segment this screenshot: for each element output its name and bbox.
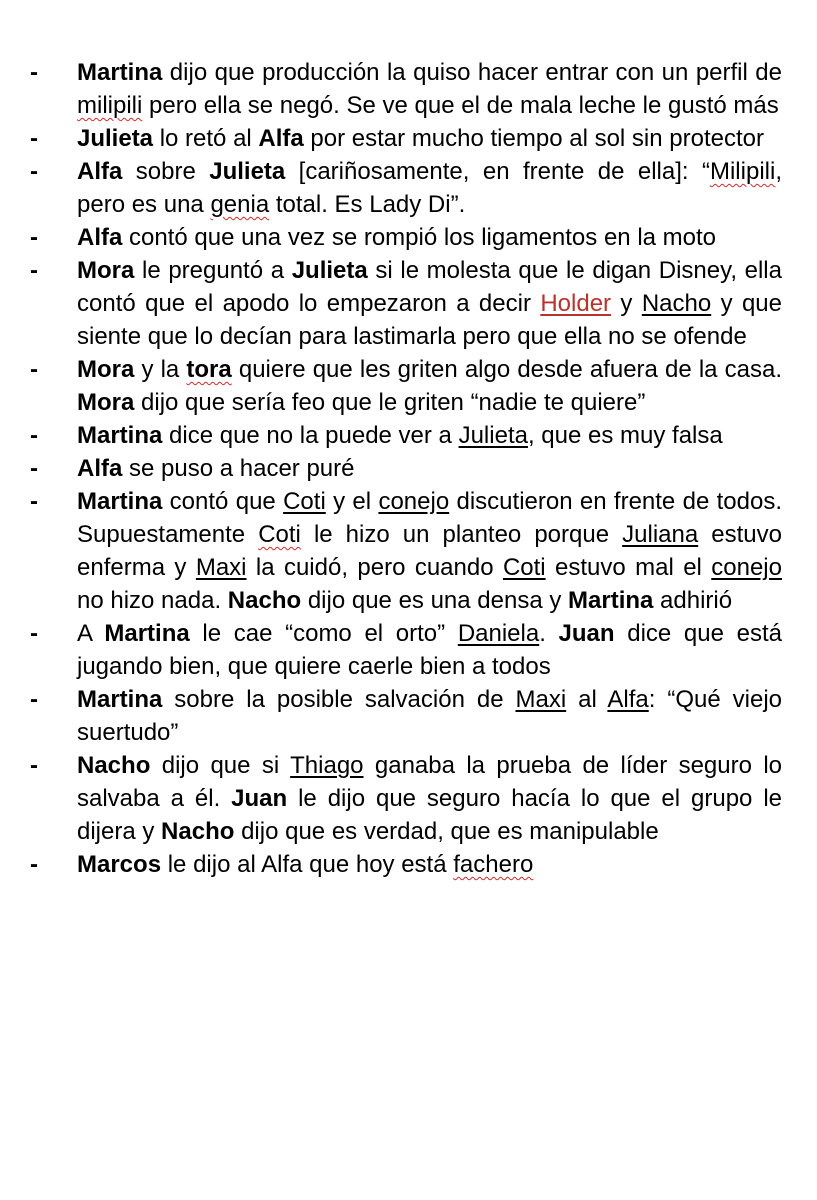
text-run: A: [77, 620, 105, 647]
list-item-text: [77, 155, 782, 221]
bold-name: Julieta: [209, 158, 286, 185]
bold-name: Mora: [77, 389, 135, 416]
marked-word: Maxi: [515, 686, 567, 713]
list-item: [0, 485, 817, 617]
list-item-text: [77, 56, 782, 122]
bullet-list: [0, 56, 817, 881]
text-run: al: [566, 686, 608, 713]
list-item: [0, 221, 817, 254]
text-run: ganaba la prueba de líder seguro lo salvaba a él.: [77, 752, 782, 812]
bullet-dash: -: [30, 59, 38, 86]
marked-word: genia: [210, 191, 270, 218]
text-run: pero ella se negó. Se ve que el de mala leche le gustó más: [142, 92, 779, 119]
text-run: dijo que es una densa y: [301, 587, 569, 614]
text-run: se puso a hacer puré: [122, 455, 355, 482]
list-item: [0, 683, 817, 749]
text-run: por estar mucho tiempo al sol sin protector: [303, 125, 764, 152]
text-run: , pero es una: [77, 158, 782, 218]
bullet-dash: -: [30, 257, 38, 284]
list-item: [0, 452, 817, 485]
text-run: adhirió: [653, 587, 733, 614]
list-item-text: [77, 452, 782, 485]
list-item: [0, 848, 817, 881]
text-run: dijo que sería feo que le griten “nadie te quiere”: [134, 389, 646, 416]
bold-name: Julieta: [291, 257, 368, 284]
bold-name: Alfa: [77, 455, 123, 482]
list-item-text: [77, 221, 782, 254]
bullet-dash: -: [30, 422, 38, 449]
marked-word: Julieta: [458, 422, 528, 449]
list-item-text: [77, 683, 782, 749]
bullet-dash: -: [30, 158, 38, 185]
list-item-text: [77, 485, 782, 617]
bold-name: Martina: [77, 686, 163, 713]
text-run: estuvo enferma y: [77, 521, 782, 581]
marked-word: Thiago: [290, 752, 364, 779]
list-item-text: [77, 749, 782, 848]
text-run: dice que está jugando bien, que quiere caerle bien a todos: [77, 620, 782, 680]
text-run: le dijo al Alfa que hoy está: [161, 851, 454, 878]
bold-name: Martina: [77, 488, 163, 515]
marked-word: Juliana: [622, 521, 699, 548]
bold-name: Martina: [568, 587, 654, 614]
list-item-text: [77, 353, 782, 419]
text-run: discutieron en frente de todos. Supuestamente: [77, 488, 782, 548]
bullet-dash: -: [30, 488, 38, 515]
list-item-text: [77, 419, 782, 452]
bold-name: Martina: [77, 59, 163, 86]
list-item: [0, 749, 817, 848]
bold-name: Juan: [558, 620, 615, 647]
bold-name: Juan: [231, 785, 288, 812]
marked-word: milipili: [77, 92, 143, 119]
bold-name: Nacho: [227, 587, 302, 614]
text-run: sobre: [122, 158, 210, 185]
text-run: dijo que si: [150, 752, 291, 779]
bullet-dash: -: [30, 686, 38, 713]
bold-name: Alfa: [77, 158, 123, 185]
list-item: [0, 353, 817, 419]
list-item-text: [77, 848, 782, 881]
bold-name: Mora: [77, 257, 135, 284]
list-item: [0, 56, 817, 122]
bold-name: Nacho: [77, 752, 151, 779]
text-run: le cae “como el orto”: [189, 620, 458, 647]
marked-word: Coti: [258, 521, 301, 548]
marked-word: tora: [186, 356, 232, 383]
text-run: : “Qué viejo suertudo”: [77, 686, 782, 746]
bullet-dash: -: [30, 224, 38, 251]
text-run: .: [539, 620, 559, 647]
list-item-text: [77, 617, 782, 683]
text-run: y: [611, 290, 642, 317]
text-run: si le molesta que le digan Disney, ella contó que el apodo lo empezaron a decir: [77, 257, 782, 317]
text-run: contó que: [162, 488, 284, 515]
bold-name: Marcos: [77, 851, 162, 878]
text-run: sobre la posible salvación de: [162, 686, 516, 713]
marked-word: Nacho: [641, 290, 712, 317]
text-run: dijo que es verdad, que es manipulable: [234, 818, 659, 845]
text-run: dijo que producción la quiso hacer entrar con un perfil de: [162, 59, 782, 86]
text-run: le dijo que seguro hacía lo que el grupo le dijera y: [77, 785, 782, 845]
marked-word: Holder: [540, 290, 612, 317]
bullet-dash: -: [30, 620, 38, 647]
text-run: no hizo nada.: [77, 587, 228, 614]
list-item: [0, 617, 817, 683]
bold-name: Nacho: [161, 818, 235, 845]
bold-name: Alfa: [258, 125, 304, 152]
text-run: y la: [134, 356, 187, 383]
text-run: le preguntó a: [134, 257, 292, 284]
text-run: y que siente que lo decían para lastimarla pero que ella no se ofende: [77, 290, 782, 350]
marked-word: conejo: [378, 488, 450, 515]
marked-word: Daniela: [457, 620, 540, 647]
list-item-text: [77, 122, 782, 155]
bullet-dash: -: [30, 356, 38, 383]
bullet-dash: -: [30, 125, 38, 152]
text-run: dice que no la puede ver a: [162, 422, 459, 449]
marked-word: Coti: [502, 554, 546, 581]
marked-word: Coti: [283, 488, 326, 515]
bold-name: Mora: [77, 356, 135, 383]
bullet-dash: -: [30, 851, 38, 878]
list-item: [0, 419, 817, 452]
marked-word: Maxi: [195, 554, 247, 581]
list-item: [0, 254, 817, 353]
bold-name: Julieta: [77, 125, 154, 152]
marked-word: fachero: [453, 851, 534, 878]
text-run: [cariñosamente, en frente de ella]: “: [285, 158, 710, 185]
bold-name: Martina: [77, 422, 163, 449]
marked-word: Alfa: [607, 686, 649, 713]
text-run: total. Es Lady Di”.: [269, 191, 466, 218]
bullet-dash: -: [30, 455, 38, 482]
text-run: quiere que les griten algo desde afuera de la casa.: [231, 356, 782, 383]
bold-name: Alfa: [77, 224, 123, 251]
list-item-text: [77, 254, 782, 353]
text-run: la cuidó, pero cuando: [246, 554, 503, 581]
list-item: [0, 155, 817, 221]
list-item: [0, 122, 817, 155]
marked-word: conejo: [711, 554, 782, 581]
text-run: y el: [325, 488, 379, 515]
text-run: , que es muy falsa: [527, 422, 723, 449]
bullet-dash: -: [30, 752, 38, 779]
bold-name: Martina: [104, 620, 190, 647]
text-run: le hizo un planteo porque: [300, 521, 623, 548]
marked-word: Milipili: [709, 158, 776, 185]
text-run: contó que una vez se rompió los ligamentos en la moto: [122, 224, 717, 251]
text-run: estuvo mal el: [545, 554, 712, 581]
text-run: lo retó al: [153, 125, 259, 152]
